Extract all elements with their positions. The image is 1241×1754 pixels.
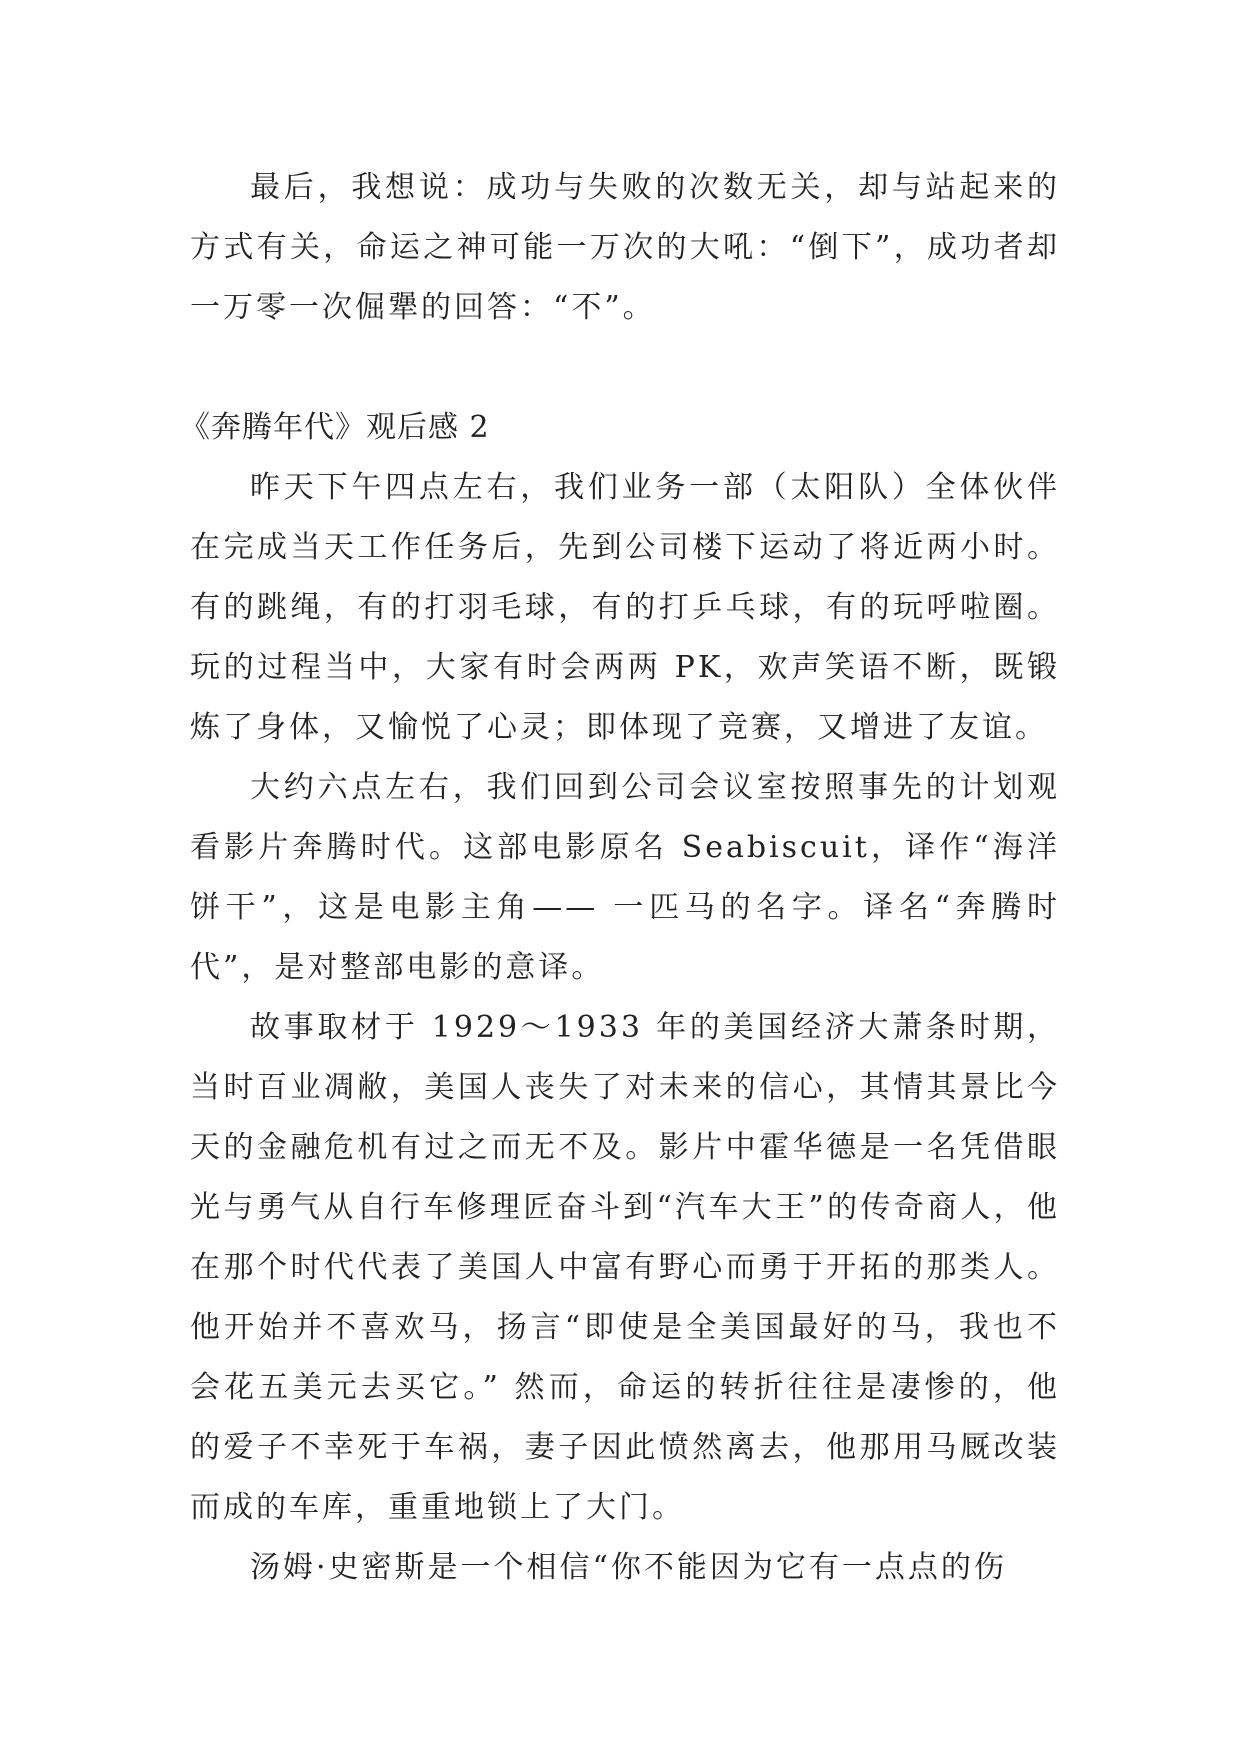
section-gap [190,338,1060,398]
document-body [180,158,1060,1598]
section-title: 《奔腾年代》观后感 2 [180,410,490,445]
paragraph-3: 故事取材于 1929～1933 年的美国经济大萧条时期，当时百业凋敝，美国人丧失了对未来的信心，其情其景比今天的金融危机有过之而无不及。影片中霍华德是一名凭借眼光与勇气从自行车修理匠奋斗到“汽车大王”的传奇商人，他在那个时代代表了美国人中富有野心而勇于开拓的那类人。他开始并不喜欢马，扬言“即使是全美国最好的马，我也不会花五美元去买它。” 然而，命运的转折往往是凄惨的，他的爱子不幸死于车祸，妻子因此愤然离去，他那用马厩改装而成的车库，重重地锁上了大门。 [190,1010,1060,1525]
paragraph-2: 大约六点左右，我们回到公司会议室按照事先的计划观看影片奔腾时代。这部电影原名 Seabiscuit，译作“海洋饼干”，这是电影主角—— 一匹马的名字。译名“奔腾时代”，是对整部电影的意译。 [190,770,1060,985]
paragraph-1: 昨天下午四点左右，我们业务一部（太阳队）全体伙伴在完成当天工作任务后，先到公司楼下运动了将近两小时。有的跳绳，有的打羽毛球，有的打乒乓球，有的玩呼啦圈。玩的过程当中，大家有时会两两 PK，欢声笑语不断，既锻炼了身体，又愉悦了心灵；即体现了竞赛，又增进了友谊。 [190,470,1060,745]
intro-paragraph: 最后，我想说：成功与失败的次数无关，却与站起来的方式有关，命运之神可能一万次的大吼：“倒下”，成功者却一万零一次倔犟的回答：“不”。 [190,170,1060,325]
paragraph-4: 汤姆·史密斯是一个相信“你不能因为它有一点点的伤 [250,1550,1007,1585]
